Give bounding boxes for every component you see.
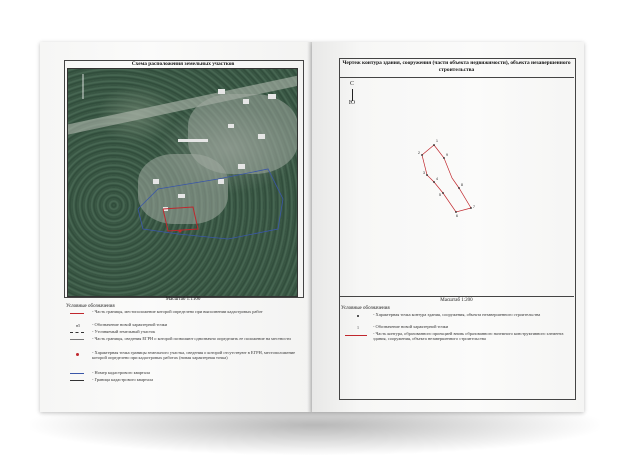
contour-point	[470, 207, 472, 209]
point-label: 9	[446, 153, 448, 157]
boundary-point	[179, 230, 182, 233]
legend-dashed-line	[70, 332, 84, 333]
legend-red-line	[345, 335, 367, 336]
title-divider	[339, 77, 574, 78]
contour-point	[426, 174, 428, 176]
legend-item: - Уточняемый земельный участок	[92, 329, 156, 334]
legend-item: - Характерная точка контура здания, сооружения, объекта незавершенного строительства	[373, 312, 541, 317]
legend-item: - Номер кадастрового квартала	[92, 370, 150, 375]
legend-point-icon	[357, 315, 359, 317]
contour-point	[455, 211, 457, 213]
legend-grey-line	[70, 339, 84, 340]
satellite-map	[67, 68, 298, 297]
point-label: 6	[456, 214, 458, 218]
contour-point	[433, 144, 435, 146]
contour-point	[442, 192, 444, 194]
point-label: 1	[436, 139, 438, 143]
contour-point	[421, 154, 423, 156]
contour-point	[458, 187, 460, 189]
legend-blue-line	[70, 373, 84, 374]
legend-item: - Характерная точка границы земельного участка, сведения о которой отсутствуют в ЕГРН, местоположение которой определено при кадастровых работах (новая характерная точка)	[92, 350, 296, 361]
legend-item: - Часть контура, образованного проекцией вновь образованного наземного конструктивного элемента здания, сооружения, объекта незавершенного строительства	[373, 331, 564, 342]
left-page-title: Схема расположения земельных участков	[131, 61, 235, 67]
boundary-overlay	[68, 69, 297, 296]
scale-divider	[339, 296, 574, 297]
right-page-title: Чертеж контура здания, сооружения (части объекта недвижимости), объекта незавершенного строительства	[342, 60, 571, 73]
legend-item: - Обозначение новой характерной точки	[92, 322, 168, 327]
legend-symbol: н5	[76, 323, 81, 328]
legend-red-line	[70, 313, 84, 314]
legend-item: - Часть границы, сведения ЕГРН о которой позволяют однозначно определить ее положение на местности	[92, 336, 291, 341]
point-label: 8	[461, 183, 463, 187]
legend-item: - Граница кадастрового квартала	[92, 377, 154, 382]
legend-symbol: 1	[357, 325, 359, 330]
compass-south: Ю	[348, 100, 356, 106]
left-legend-title: Условные обозначения	[66, 304, 115, 309]
contour-point	[443, 157, 445, 159]
cadastral-quarter-boundary	[138, 169, 283, 239]
legend-black-line	[70, 380, 84, 381]
left-scale: Масштаб 1:1100	[165, 297, 201, 302]
building-contour-drawing	[339, 100, 574, 300]
contour-point	[433, 181, 435, 183]
point-label: 3	[423, 171, 425, 175]
point-label: 2	[418, 151, 420, 155]
right-legend-title: Условные обозначения	[341, 306, 390, 311]
legend-red-dot-icon	[76, 353, 79, 356]
legend-item: - Обозначение новой характерной точки	[373, 324, 449, 329]
compass-north: С	[349, 81, 354, 87]
point-label: 5	[439, 193, 441, 197]
land-plot-boundary	[163, 207, 198, 231]
legend-item: - Часть границы, местоположение которой определено при выполнении кадастровых работ	[92, 309, 263, 314]
point-label: 4	[436, 177, 438, 181]
right-scale: Масштаб 1:200	[440, 298, 473, 303]
point-label: 7	[473, 205, 475, 209]
